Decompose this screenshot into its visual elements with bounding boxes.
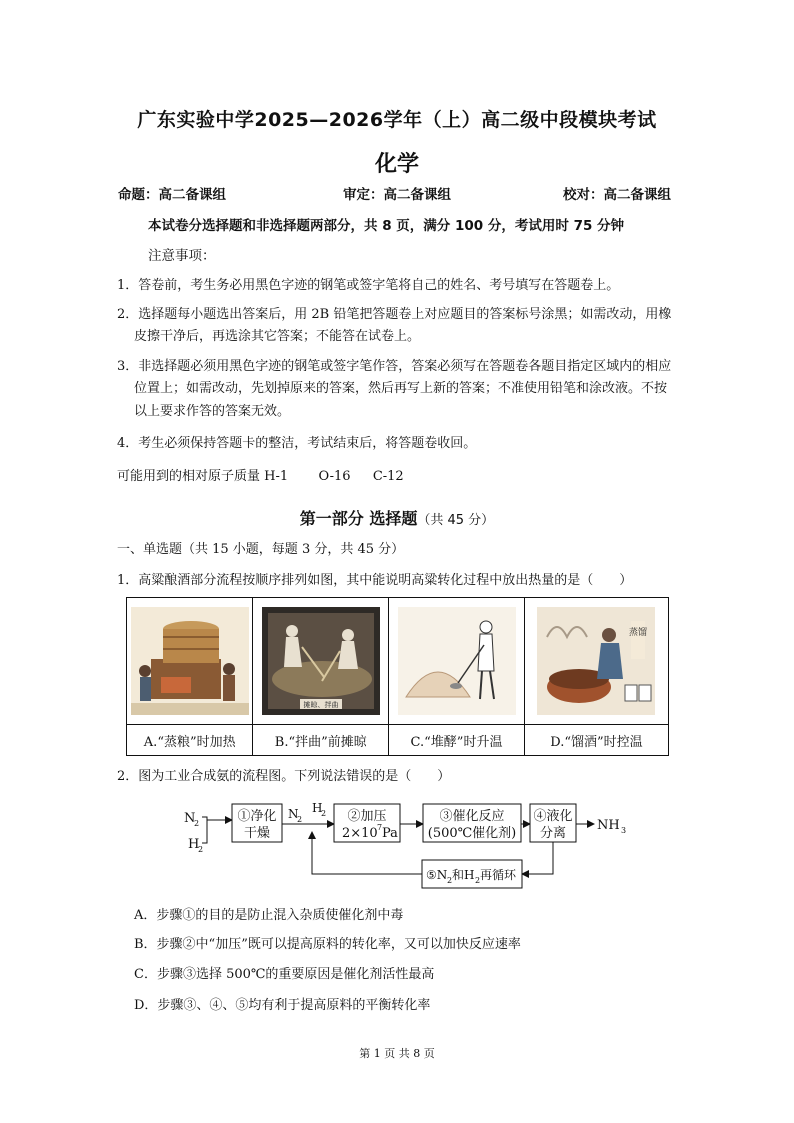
mid-h2: H [312,801,323,815]
figure-c-cell [389,598,525,725]
input-h2-sub: 2 [198,845,204,854]
author-line: 命题：高二备课组 [118,187,226,203]
mid-n2: N [288,807,299,821]
atomic-mass-o: O-16 [318,469,351,484]
proofreader-line: 校对：高二备课组 [563,187,671,203]
notice-3-cont-1: 位置上；如需改动，先划掉原来的答案，然后再写上新的答案；不准使用铅笔和涂改液。不按 [134,381,668,396]
part-1-heading: 一、单选题（共 15 小题，每题 3 分，共 45 分） [117,542,405,557]
section-title: 第一部分 选择题 [299,509,418,528]
question-2-stem: 2．图为工业合成氨的流程图。下列说法错误的是（ ） [117,769,451,784]
notice-3-cont-2: 以上要求作答的答案无效。 [134,404,291,419]
steaming-grain-illustration [131,607,249,715]
input-n2-sub: 2 [194,819,200,828]
atomic-mass-c: C-12 [372,469,404,484]
atomic-mass-h: H-1 [264,469,289,484]
q2-option-c: C．步骤③选择 500℃的重要原因是催化剂活性最高 [134,967,435,982]
step-1-line-2: 干燥 [243,826,271,841]
notice-title: 注意事项： [148,248,216,264]
step-5-pre: ⑤N [426,868,448,882]
notice-2: 2．选择题每小题选出答案后，用 2B 铅笔把答题卷上对应题目的答案标号涂黑；如需改动，用橡 [117,307,672,322]
output-nh3: NH [597,818,620,833]
atomic-mass-line [117,466,404,488]
option-c-caption: C.“堆酵”时升温 [389,725,525,756]
section-points: （共 45 分） [417,513,495,528]
notice-1: 1．答卷前，考生务必用黑色字迹的钢笔或签字笔将自己的姓名、考号填写在答题卷上。 [117,278,620,293]
step-2-pressure-value: 2×10 [342,826,378,841]
option-a-caption: A.“蒸粮”时加热 [127,725,253,756]
step-1-line-1: ①净化 [237,809,277,824]
mid-n2-sub: 2 [297,815,303,824]
section-heading [0,506,794,529]
q2-option-a: A．步骤①的目的是防止混入杂质使催化剂中毒 [134,908,404,923]
distilling-liquor-illustration [537,607,655,715]
figure-d-cell [524,598,668,725]
step-5-sub-1: 2 [447,876,453,885]
notice-2-cont: 皮擦干净后，再选涂其它答案；不能答在试卷上。 [134,329,421,344]
figure-a-cell [127,598,253,725]
option-d-caption: D.“馏酒”时控温 [524,725,668,756]
notice-3: 3．非选择题必须用黑色字迹的钢笔或签字笔作答，答案必须写在答题卷各题目指定区域内的相应 [117,359,672,374]
step-2-unit: Pa [382,826,398,841]
q2-option-b: B．步骤②中“加压”既可以提高原料的转化率，又可以加快反应速率 [134,937,521,952]
figure-b-label: 摊晾、拌曲 [303,701,339,709]
step-2-line-1: ②加压 [347,809,387,824]
step-5-post: 再循环 [480,868,517,882]
reviewer-line: 审定：高二备课组 [343,187,451,203]
step-5-sub-2: 2 [475,876,481,885]
step-3-line-1: ③催化反应 [439,809,505,824]
option-b-caption: B.“拌曲”前摊晾 [253,725,389,756]
notice-4: 4．考生必须保持答题卡的整洁，考试结束后，将答题卷收回。 [117,436,477,451]
question-1-figure-table [126,597,669,756]
step-3-line-2: (500℃催化剂) [427,826,517,841]
question-1-stem: 1．高粱酿酒部分流程按顺序排列如图，其中能说明高粱转化过程中放出热量的是（ ） [117,573,633,588]
ammonia-synthesis-flowchart [180,796,640,896]
step-4-line-2: 分离 [539,826,567,841]
page-footer: 第 1 页 共 8 页 [359,1047,435,1060]
step-4-line-1: ④液化 [533,809,573,824]
subject-title: 化学 [374,152,419,177]
atomic-mass-label: 可能用到的相对原子质量 [117,469,261,484]
figure-d-label: 蒸馏 [629,628,648,638]
fermenting-pile-illustration [398,607,516,715]
mid-h2-sub: 2 [321,809,327,818]
step-5-mid: 和H [452,868,475,882]
step-2-exponent: 7 [377,823,383,832]
exam-intro: 本试卷分选择题和非选择题两部分，共 8 页，满分 100 分，考试用时 75 分钟 [148,218,625,234]
input-n2: N [184,811,196,826]
q2-option-d: D．步骤③、④、⑤均有利于提高原料的平衡转化率 [134,998,431,1013]
exam-title: 广东实验中学2025—2026学年（上）高二级中段模块考试 [137,109,657,131]
output-nh3-sub: 3 [621,826,627,835]
figure-b-cell [253,598,389,725]
input-h2: H [188,837,200,852]
spreading-grain-illustration [262,607,380,715]
